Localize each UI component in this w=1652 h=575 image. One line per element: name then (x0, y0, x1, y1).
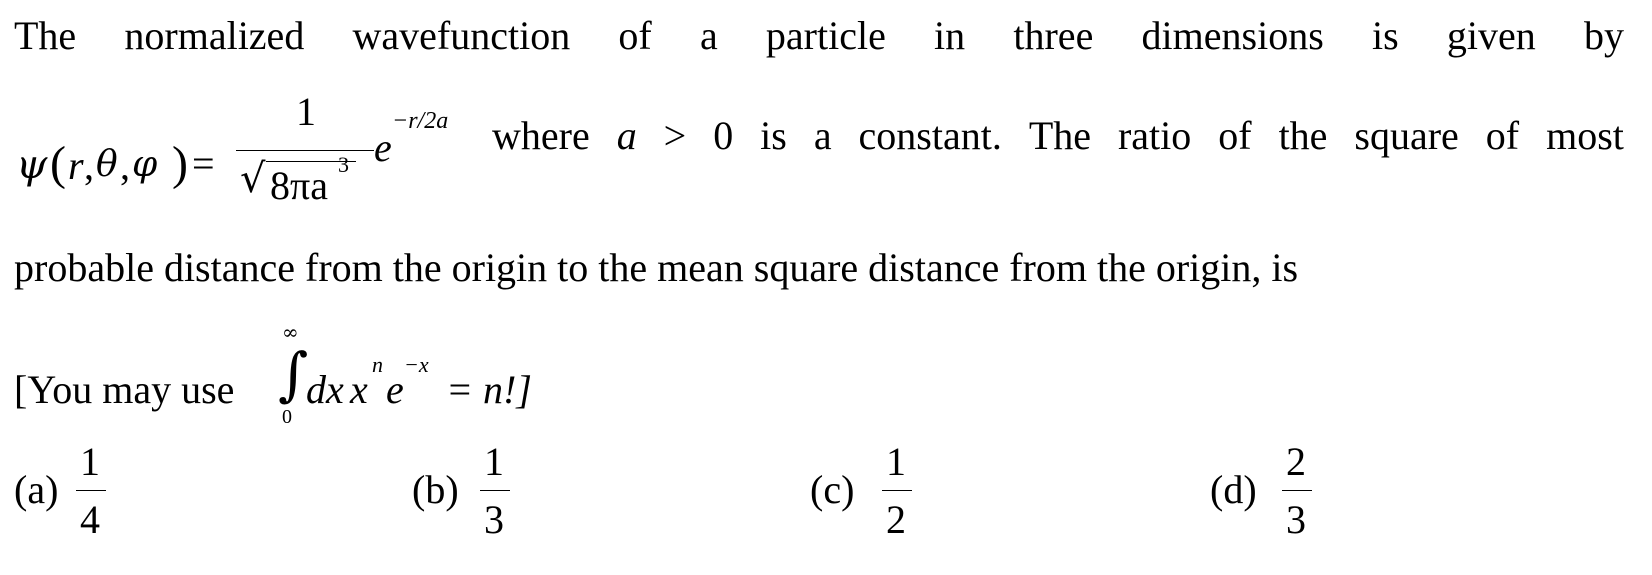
option-label: (c) (810, 467, 855, 512)
question-line-3: probable distance from the origin to the mean square distance from the origin, is (14, 245, 1299, 290)
equals-sign: = (192, 141, 215, 186)
word: a (699, 13, 718, 58)
fraction-numerator: 1 (296, 89, 316, 134)
word: given (1446, 13, 1536, 58)
fraction-denominator: 8πa (270, 163, 328, 208)
sqrt-symbol: √ (240, 156, 266, 202)
option-numerator: 1 (80, 439, 100, 484)
option-fraction-bar (882, 490, 912, 491)
word: The (14, 13, 77, 58)
integrand-dx: dx (306, 367, 344, 412)
word: most (1546, 113, 1624, 158)
integral-upper-limit: ∞ (282, 320, 299, 344)
exp-base: e (374, 125, 392, 170)
question-line-2 (492, 112, 1624, 159)
word: in (934, 13, 966, 58)
integrand-e: e (386, 367, 404, 412)
word: is (1371, 13, 1399, 58)
word: particle (765, 13, 886, 58)
word: of (618, 13, 652, 58)
option-fraction-bar (480, 490, 510, 491)
word: 0 (713, 113, 734, 158)
wavefunction-formula (14, 88, 484, 208)
integrand-exponent: −x (404, 352, 429, 377)
word: the (1278, 113, 1328, 158)
option-label: (b) (412, 467, 459, 512)
option-b[interactable] (412, 439, 552, 570)
question-line-1 (14, 12, 1624, 59)
option-numerator: 2 (1286, 439, 1306, 484)
option-numerator: 1 (484, 439, 504, 484)
option-label: (d) (1210, 467, 1257, 512)
integral-lower-limit: 0 (282, 406, 292, 428)
psi-symbol: ψ (16, 142, 48, 188)
denominator-exponent: 3 (338, 152, 349, 177)
word: The (1028, 113, 1092, 158)
option-fraction-bar (76, 490, 106, 491)
option-c[interactable] (810, 439, 950, 570)
hint-result: = n!] (446, 367, 532, 412)
word: normalized (124, 13, 305, 58)
integrand-n: n (372, 352, 383, 377)
word: > (663, 113, 687, 158)
exponent: −r/2a (392, 108, 449, 134)
option-denominator: 3 (484, 497, 504, 542)
word: of (1218, 113, 1252, 158)
word: is (760, 113, 787, 158)
comma: , (84, 143, 94, 188)
fraction-bar (236, 150, 374, 151)
word: where (492, 113, 590, 158)
word: by (1583, 13, 1624, 58)
hint-prefix: [You may use (14, 367, 235, 412)
var-theta: θ (96, 144, 118, 185)
word: ratio (1117, 113, 1192, 158)
var-r: r (68, 143, 84, 188)
option-d[interactable] (1210, 439, 1350, 570)
word: three (1013, 13, 1094, 58)
word: of (1485, 113, 1520, 158)
option-denominator: 4 (80, 497, 100, 542)
option-numerator: 1 (886, 439, 906, 484)
integral-symbol: ∫ (278, 340, 309, 408)
comma: , (120, 143, 130, 188)
paren-open: ( (50, 137, 66, 190)
word: constant. (858, 113, 1002, 158)
word: a (813, 113, 832, 158)
word: wavefunction (352, 13, 571, 58)
var-phi: φ (132, 144, 158, 185)
option-fraction-bar (1282, 490, 1312, 491)
word: dimensions (1141, 13, 1324, 58)
option-label: (a) (14, 467, 59, 512)
word: square (1354, 113, 1459, 158)
paren-close: ) (172, 137, 188, 190)
option-denominator: 2 (886, 497, 906, 542)
option-a[interactable] (14, 439, 154, 570)
var-a: a (616, 113, 637, 158)
option-denominator: 3 (1286, 497, 1306, 542)
integrand-x: x (350, 367, 368, 412)
